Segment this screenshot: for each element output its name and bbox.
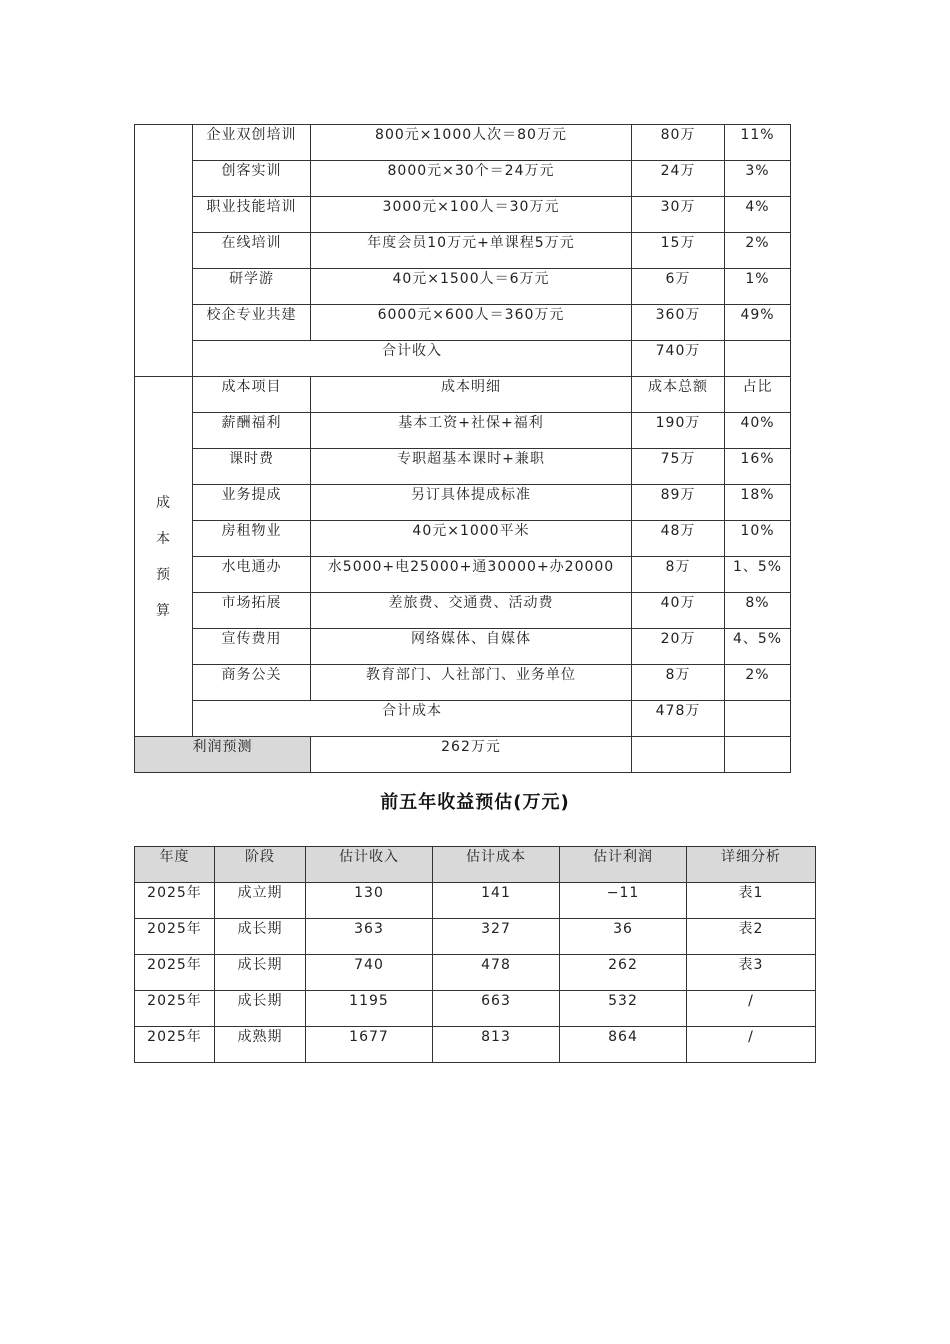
table-row bbox=[135, 233, 791, 269]
cost-section-char: 本 bbox=[156, 530, 171, 547]
forecast-cell bbox=[433, 883, 560, 919]
cost-amount-text: 20万 bbox=[660, 631, 696, 647]
income-detail-text: 6000元×600人＝360万元 bbox=[377, 307, 565, 323]
income-detail bbox=[311, 305, 632, 341]
forecast-cell bbox=[687, 883, 816, 919]
cost-header-item bbox=[193, 377, 311, 413]
income-total-label-text: 合计收入 bbox=[382, 343, 442, 359]
forecast-cell bbox=[560, 991, 687, 1027]
income-amount bbox=[632, 125, 725, 161]
cost-detail bbox=[311, 665, 632, 701]
cost-amount-text: 40万 bbox=[660, 595, 696, 611]
forecast-cell-text: 2025年 bbox=[147, 1029, 202, 1045]
cost-ratio bbox=[725, 485, 791, 521]
forecast-cell-text: 130 bbox=[354, 885, 384, 901]
income-ratio bbox=[725, 197, 791, 233]
forecast-cell bbox=[306, 883, 433, 919]
table-row bbox=[135, 413, 791, 449]
forecast-header-cell bbox=[560, 847, 687, 883]
cost-item bbox=[193, 665, 311, 701]
cost-item bbox=[193, 521, 311, 557]
cost-ratio-text: 16% bbox=[740, 451, 775, 467]
cost-header-amount bbox=[632, 377, 725, 413]
forecast-cell-text: / bbox=[748, 993, 754, 1009]
cost-header-detail-text: 成本明细 bbox=[441, 379, 501, 395]
income-ratio-text: 1% bbox=[745, 271, 770, 287]
profit-row bbox=[135, 737, 791, 773]
cost-item-text: 市场拓展 bbox=[221, 595, 282, 611]
income-detail-text: 8000元×30个＝24万元 bbox=[387, 163, 555, 179]
cost-amount-text: 75万 bbox=[660, 451, 696, 467]
income-total-amount bbox=[632, 341, 725, 377]
table-row bbox=[135, 629, 791, 665]
income-detail-text: 年度会员10万元+单课程5万元 bbox=[367, 235, 575, 251]
cost-ratio bbox=[725, 629, 791, 665]
income-item-text: 研学游 bbox=[229, 271, 274, 287]
forecast-header-cell-text: 估计收入 bbox=[339, 849, 399, 865]
income-amount bbox=[632, 161, 725, 197]
cost-header-row bbox=[135, 377, 791, 413]
cost-ratio bbox=[725, 557, 791, 593]
income-amount-text: 15万 bbox=[660, 235, 696, 251]
income-ratio-text: 4% bbox=[745, 199, 770, 215]
table-row bbox=[135, 955, 816, 991]
cost-item bbox=[193, 593, 311, 629]
forecast-cell-text: 2025年 bbox=[147, 885, 202, 901]
income-detail bbox=[311, 233, 632, 269]
cost-detail bbox=[311, 521, 632, 557]
income-amount-text: 30万 bbox=[660, 199, 696, 215]
income-item bbox=[193, 125, 311, 161]
forecast-cell-text: 成长期 bbox=[237, 957, 283, 973]
cost-detail-text: 另订具体提成标准 bbox=[411, 487, 531, 503]
income-ratio bbox=[725, 125, 791, 161]
forecast-cell bbox=[306, 919, 433, 955]
forecast-header-cell-text: 估计成本 bbox=[466, 849, 526, 865]
forecast-cell bbox=[433, 955, 560, 991]
cost-detail-text: 水5000+电25000+通30000+办20000 bbox=[327, 559, 615, 575]
income-item bbox=[193, 305, 311, 341]
forecast-cell bbox=[433, 991, 560, 1027]
cost-detail bbox=[311, 485, 632, 521]
table-row bbox=[135, 449, 791, 485]
cost-item bbox=[193, 485, 311, 521]
cost-amount-text: 8万 bbox=[665, 559, 691, 575]
table-row bbox=[135, 125, 791, 161]
cost-amount bbox=[632, 521, 725, 557]
cost-ratio bbox=[725, 521, 791, 557]
forecast-cell-text: 1195 bbox=[349, 993, 389, 1009]
cost-item bbox=[193, 449, 311, 485]
profit-value-text: 262万元 bbox=[441, 739, 501, 755]
cost-header-detail bbox=[311, 377, 632, 413]
forecast-cell bbox=[135, 991, 215, 1027]
income-detail bbox=[311, 269, 632, 305]
forecast-cell-text: / bbox=[748, 1029, 754, 1045]
cost-total-label bbox=[193, 701, 632, 737]
forecast-header-cell bbox=[433, 847, 560, 883]
income-detail-text: 3000元×100人＝30万元 bbox=[382, 199, 560, 215]
table-row bbox=[135, 593, 791, 629]
cost-header-ratio bbox=[725, 377, 791, 413]
forecast-cell-text: 740 bbox=[354, 957, 384, 973]
forecast-cell bbox=[135, 955, 215, 991]
income-detail bbox=[311, 197, 632, 233]
cost-total-amount-text: 478万 bbox=[655, 703, 701, 719]
cost-detail bbox=[311, 593, 632, 629]
income-total-row bbox=[135, 341, 791, 377]
forecast-cell bbox=[560, 955, 687, 991]
forecast-cell bbox=[687, 919, 816, 955]
cost-header-amount-text: 成本总额 bbox=[648, 379, 708, 395]
income-item-text: 职业技能培训 bbox=[206, 199, 297, 215]
table-row bbox=[135, 991, 816, 1027]
forecast-cell bbox=[560, 1027, 687, 1063]
income-amount bbox=[632, 233, 725, 269]
cost-item-text: 房租物业 bbox=[221, 523, 282, 539]
cost-section-label bbox=[135, 377, 193, 737]
cost-item-text: 宣传费用 bbox=[221, 631, 282, 647]
income-item-text: 在线培训 bbox=[221, 235, 282, 251]
income-item bbox=[193, 161, 311, 197]
forecast-cell-text: 478 bbox=[481, 957, 511, 973]
forecast-cell-text: 成立期 bbox=[237, 885, 283, 901]
cost-detail-text: 专职超基本课时+兼职 bbox=[397, 451, 545, 467]
budget-table bbox=[134, 124, 791, 773]
cost-ratio-text: 10% bbox=[740, 523, 775, 539]
income-ratio bbox=[725, 233, 791, 269]
cost-detail bbox=[311, 413, 632, 449]
forecast-cell bbox=[433, 1027, 560, 1063]
cost-detail-text: 基本工资+社保+福利 bbox=[398, 415, 544, 431]
income-ratio bbox=[725, 161, 791, 197]
table-row bbox=[135, 197, 791, 233]
profit-label-text: 利润预测 bbox=[192, 739, 253, 755]
forecast-cell bbox=[306, 955, 433, 991]
income-amount-text: 6万 bbox=[665, 271, 691, 287]
cost-ratio bbox=[725, 593, 791, 629]
income-amount-text: 24万 bbox=[660, 163, 696, 179]
forecast-header-cell bbox=[135, 847, 215, 883]
income-detail bbox=[311, 125, 632, 161]
forecast-cell bbox=[560, 919, 687, 955]
cost-amount-text: 8万 bbox=[665, 667, 691, 683]
forecast-cell-text: 813 bbox=[481, 1029, 511, 1045]
cost-amount bbox=[632, 629, 725, 665]
cost-ratio bbox=[725, 449, 791, 485]
table-row bbox=[135, 485, 791, 521]
cost-detail bbox=[311, 449, 632, 485]
table-row bbox=[135, 305, 791, 341]
table-row bbox=[135, 521, 791, 557]
cost-ratio-text: 40% bbox=[740, 415, 775, 431]
forecast-header-cell bbox=[306, 847, 433, 883]
cost-item-text: 薪酬福利 bbox=[221, 415, 282, 431]
forecast-cell-text: 表2 bbox=[738, 921, 764, 937]
forecast-cell bbox=[215, 1027, 306, 1063]
cost-detail-text: 网络媒体、自媒体 bbox=[411, 631, 531, 647]
forecast-cell-text: 2025年 bbox=[147, 957, 202, 973]
forecast-header-cell bbox=[687, 847, 816, 883]
forecast-cell-text: 532 bbox=[608, 993, 638, 1009]
cost-total-amount bbox=[632, 701, 725, 737]
table-row bbox=[135, 269, 791, 305]
forecast-table bbox=[134, 846, 816, 1063]
cost-total-ratio-text bbox=[725, 701, 790, 702]
forecast-cell bbox=[215, 919, 306, 955]
cost-amount bbox=[632, 665, 725, 701]
income-item-text: 创客实训 bbox=[221, 163, 282, 179]
cost-section-char: 算 bbox=[156, 602, 171, 619]
forecast-header-cell-text: 估计利润 bbox=[593, 849, 653, 865]
forecast-cell bbox=[687, 991, 816, 1027]
cost-detail bbox=[311, 557, 632, 593]
forecast-cell bbox=[560, 883, 687, 919]
forecast-cell bbox=[306, 991, 433, 1027]
forecast-cell-text: 864 bbox=[608, 1029, 638, 1045]
cost-section-char: 预 bbox=[156, 566, 171, 583]
income-item bbox=[193, 197, 311, 233]
cost-ratio bbox=[725, 665, 791, 701]
cost-ratio-text: 4、5% bbox=[732, 631, 783, 647]
cost-total-ratio bbox=[725, 701, 791, 737]
forecast-cell-text: 2025年 bbox=[147, 921, 202, 937]
forecast-cell-text: 成熟期 bbox=[237, 1029, 283, 1045]
forecast-cell bbox=[687, 1027, 816, 1063]
cost-amount bbox=[632, 485, 725, 521]
income-ratio-text: 3% bbox=[745, 163, 770, 179]
cost-amount bbox=[632, 593, 725, 629]
cost-detail bbox=[311, 629, 632, 665]
forecast-header-cell-text: 阶段 bbox=[245, 849, 275, 865]
cost-detail-text: 差旅费、交通费、活动费 bbox=[388, 595, 554, 611]
income-ratio-text: 11% bbox=[740, 127, 775, 143]
forecast-cell-text: −11 bbox=[606, 885, 640, 901]
income-ratio-text: 49% bbox=[740, 307, 775, 323]
forecast-cell bbox=[433, 919, 560, 955]
cost-amount-text: 48万 bbox=[660, 523, 696, 539]
forecast-cell bbox=[215, 955, 306, 991]
forecast-cell-text: 成长期 bbox=[237, 993, 283, 1009]
forecast-title: 前五年收益预估(万元) bbox=[380, 792, 570, 813]
table-row bbox=[135, 665, 791, 701]
forecast-cell bbox=[135, 883, 215, 919]
cost-amount bbox=[632, 557, 725, 593]
table-row bbox=[135, 557, 791, 593]
forecast-cell-text: 262 bbox=[608, 957, 638, 973]
forecast-cell-text: 1677 bbox=[349, 1029, 389, 1045]
forecast-header-cell-text: 详细分析 bbox=[721, 849, 781, 865]
forecast-cell bbox=[135, 919, 215, 955]
forecast-cell-text: 成长期 bbox=[237, 921, 283, 937]
cost-amount bbox=[632, 449, 725, 485]
forecast-cell-text: 363 bbox=[354, 921, 384, 937]
cost-total-label-text: 合计成本 bbox=[382, 703, 442, 719]
income-item bbox=[193, 269, 311, 305]
table-row bbox=[135, 883, 816, 919]
forecast-cell-text: 36 bbox=[613, 921, 633, 937]
income-detail bbox=[311, 161, 632, 197]
cost-header-item-text: 成本项目 bbox=[221, 379, 282, 395]
table-row bbox=[135, 919, 816, 955]
income-amount-text: 80万 bbox=[660, 127, 696, 143]
forecast-cell-text: 表3 bbox=[738, 957, 764, 973]
income-amount bbox=[632, 197, 725, 233]
forecast-cell bbox=[306, 1027, 433, 1063]
forecast-header-row bbox=[135, 847, 816, 883]
profit-empty-amount bbox=[632, 737, 725, 773]
cost-item-text: 水电通办 bbox=[221, 559, 282, 575]
cost-header-ratio-text: 占比 bbox=[742, 379, 773, 395]
forecast-cell bbox=[135, 1027, 215, 1063]
cost-amount bbox=[632, 413, 725, 449]
income-total-ratio-text bbox=[725, 341, 790, 342]
income-ratio bbox=[725, 269, 791, 305]
income-item bbox=[193, 233, 311, 269]
profit-value bbox=[311, 737, 632, 773]
forecast-header-cell bbox=[215, 847, 306, 883]
cost-ratio bbox=[725, 413, 791, 449]
cost-item-text: 课时费 bbox=[229, 451, 274, 467]
cost-ratio-text: 1、5% bbox=[732, 559, 783, 575]
cost-amount-text: 89万 bbox=[660, 487, 696, 503]
profit-empty-ratio bbox=[725, 737, 791, 773]
cost-detail-text: 40元×1000平米 bbox=[412, 523, 530, 539]
income-item-text: 企业双创培训 bbox=[206, 127, 297, 143]
cost-item-text: 业务提成 bbox=[221, 487, 282, 503]
income-ratio-text: 2% bbox=[745, 235, 770, 251]
cost-item bbox=[193, 557, 311, 593]
forecast-cell-text: 2025年 bbox=[147, 993, 202, 1009]
income-detail-text: 40元×1500人＝6万元 bbox=[392, 271, 550, 287]
cost-ratio-text: 8% bbox=[745, 595, 770, 611]
income-total-amount-text: 740万 bbox=[655, 343, 701, 359]
cost-detail-text: 教育部门、人社部门、业务单位 bbox=[366, 667, 576, 683]
forecast-cell-text: 表1 bbox=[738, 885, 764, 901]
income-ratio bbox=[725, 305, 791, 341]
income-total-ratio bbox=[725, 341, 791, 377]
table-row bbox=[135, 161, 791, 197]
forecast-cell bbox=[687, 955, 816, 991]
income-total-label bbox=[193, 341, 632, 377]
cost-section-char: 成 bbox=[156, 494, 171, 511]
cost-ratio-text: 2% bbox=[745, 667, 770, 683]
forecast-cell-text: 141 bbox=[481, 885, 511, 901]
forecast-cell-text: 327 bbox=[481, 921, 511, 937]
forecast-cell-text: 663 bbox=[481, 993, 511, 1009]
cost-item bbox=[193, 413, 311, 449]
income-amount bbox=[632, 305, 725, 341]
profit-label bbox=[135, 737, 311, 773]
income-detail-text: 800元×1000人次＝80万元 bbox=[375, 127, 567, 143]
cost-total-row bbox=[135, 701, 791, 737]
cost-item bbox=[193, 629, 311, 665]
table-row bbox=[135, 1027, 816, 1063]
forecast-cell bbox=[215, 883, 306, 919]
income-amount-text: 360万 bbox=[655, 307, 701, 323]
forecast-cell bbox=[215, 991, 306, 1027]
income-item-text: 校企专业共建 bbox=[206, 307, 297, 323]
forecast-header-cell-text: 年度 bbox=[159, 849, 190, 865]
income-section-label bbox=[135, 125, 193, 377]
cost-ratio-text: 18% bbox=[740, 487, 775, 503]
cost-item-text: 商务公关 bbox=[221, 667, 282, 683]
cost-amount-text: 190万 bbox=[655, 415, 701, 431]
income-amount bbox=[632, 269, 725, 305]
